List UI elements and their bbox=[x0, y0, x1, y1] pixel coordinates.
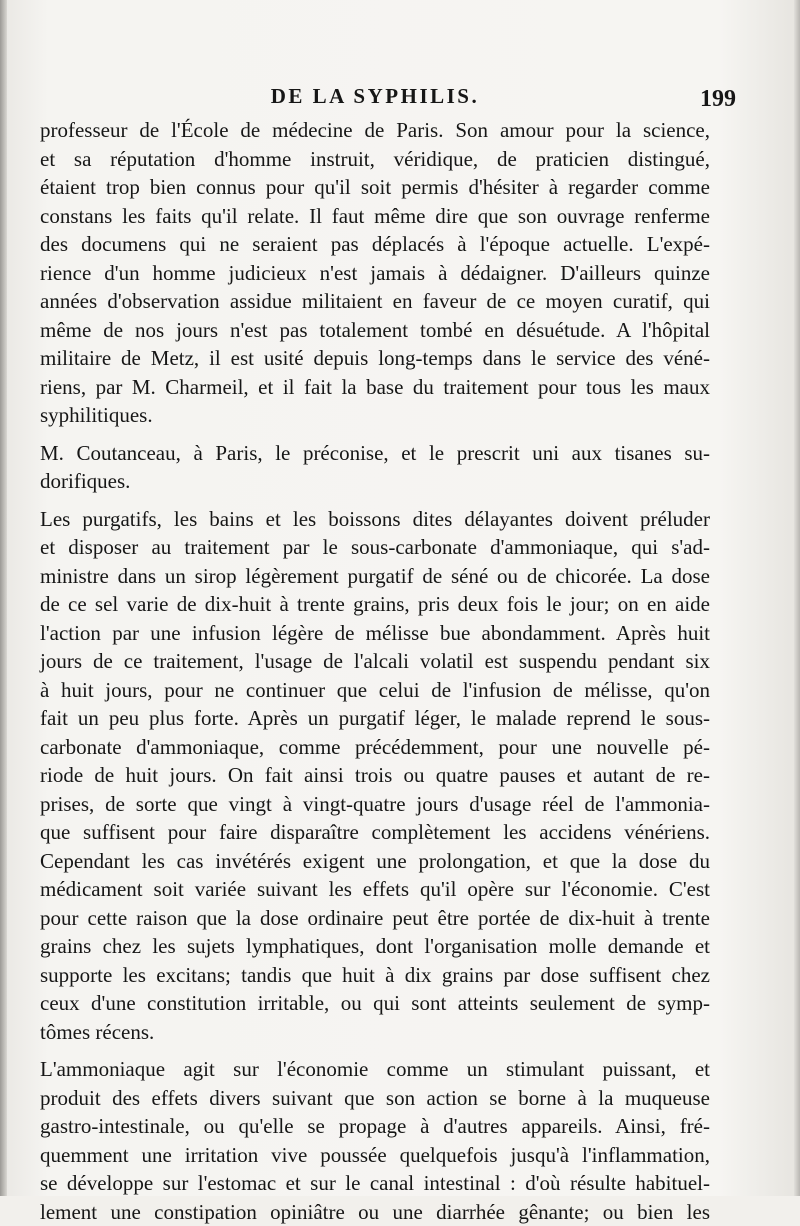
paragraph bbox=[40, 1055, 710, 1226]
text-line: pour cette raison que la dose ordinaire peut être portée de dix-huit à trente bbox=[40, 904, 710, 933]
text-line: Cependant les cas invétérés exigent une prolongation, et que la dose du bbox=[40, 847, 710, 876]
text-line: tômes récens. bbox=[40, 1018, 710, 1047]
text-line: l'action par une infusion légère de mélisse bue abondamment. Après huit bbox=[40, 619, 710, 648]
text-line: lement une constipation opiniâtre ou une diarrhée gênante; ou bien les bbox=[40, 1198, 710, 1226]
text-line: à huit jours, pour ne continuer que celui de l'infusion de mélisse, qu'on bbox=[40, 676, 710, 705]
text-line: riode de huit jours. On fait ainsi trois ou quatre pauses et autant de re- bbox=[40, 761, 710, 790]
text-line: quemment une irritation vive poussée quelquefois jusqu'à l'inflammation, bbox=[40, 1141, 710, 1170]
paragraph bbox=[40, 505, 710, 1047]
text-line: même de nos jours n'est pas totalement tombé en désuétude. A l'hôpital bbox=[40, 316, 710, 345]
text-line: M. Coutanceau, à Paris, le préconise, et le prescrit uni aux tisanes su- bbox=[40, 439, 710, 468]
text-line: que suffisent pour faire disparaître complètement les accidens vénériens. bbox=[40, 818, 710, 847]
text-line: syphilitiques. bbox=[40, 401, 710, 430]
text-line: produit des effets divers suivant que son action se borne à la muqueuse bbox=[40, 1084, 710, 1113]
text-line: gastro-intestinale, ou qu'elle se propage à d'autres appareils. Ainsi, fré- bbox=[40, 1112, 710, 1141]
text-line: des documens qui ne seraient pas déplacés à l'époque actuelle. L'expé- bbox=[40, 230, 710, 259]
text-line: de ce sel varie de dix-huit à trente grains, pris deux fois le jour; on en aide bbox=[40, 590, 710, 619]
text-line: militaire de Metz, il est usité depuis long-temps dans le service des véné- bbox=[40, 344, 710, 373]
text-line: et disposer au traitement par le sous-carbonate d'ammoniaque, qui s'ad- bbox=[40, 533, 710, 562]
paragraph bbox=[40, 116, 710, 430]
text-line: grains chez les sujets lymphatiques, dont l'organisation molle demande et bbox=[40, 932, 710, 961]
text-line: ceux d'une constitution irritable, ou qui sont atteints seulement de symp- bbox=[40, 989, 710, 1018]
text-line: étaient trop bien connus pour qu'il soit permis d'hésiter à regarder comme bbox=[40, 173, 710, 202]
text-line: carbonate d'ammoniaque, comme précédemment, pour une nouvelle pé- bbox=[40, 733, 710, 762]
text-line: fait un peu plus forte. Après un purgatif léger, le malade reprend le sous- bbox=[40, 704, 710, 733]
body-text bbox=[40, 116, 710, 1226]
text-line: riens, par M. Charmeil, et il fait la base du traitement pour tous les maux bbox=[40, 373, 710, 402]
page-edge-right bbox=[794, 0, 800, 1196]
text-line: supporte les excitans; tandis que huit à dix grains par dose suffisent chez bbox=[40, 961, 710, 990]
page-number: 199 bbox=[700, 86, 736, 113]
text-line: rience d'un homme judicieux n'est jamais à dédaigner. D'ailleurs quinze bbox=[40, 259, 710, 288]
text-line: L'ammoniaque agit sur l'économie comme un stimulant puissant, et bbox=[40, 1055, 710, 1084]
running-head bbox=[40, 84, 710, 114]
text-line: prises, de sorte que vingt à vingt-quatre jours d'usage réel de l'ammonia- bbox=[40, 790, 710, 819]
text-line: médicament soit variée suivant les effets qu'il opère sur l'économie. C'est bbox=[40, 875, 710, 904]
text-line: et sa réputation d'homme instruit, véridique, de praticien distingué, bbox=[40, 145, 710, 174]
text-line: jours de ce traitement, l'usage de l'alcali volatil est suspendu pendant six bbox=[40, 647, 710, 676]
text-line: années d'observation assidue militaient en faveur de ce moyen curatif, qui bbox=[40, 287, 710, 316]
page-edge-left bbox=[0, 0, 7, 1196]
running-title: DE LA SYPHILIS. bbox=[40, 84, 710, 109]
text-line: constans les faits qu'il relate. Il faut même dire que son ouvrage renferme bbox=[40, 202, 710, 231]
text-line: Les purgatifs, les bains et les boissons dites délayantes doivent préluder bbox=[40, 505, 710, 534]
text-line: professeur de l'École de médecine de Paris. Son amour pour la science, bbox=[40, 116, 710, 145]
text-line: ministre dans un sirop légèrement purgatif de séné ou de chicorée. La dose bbox=[40, 562, 710, 591]
paragraph bbox=[40, 439, 710, 496]
text-line: dorifiques. bbox=[40, 467, 710, 496]
text-line: se développe sur l'estomac et sur le canal intestinal : d'où résulte habituel- bbox=[40, 1169, 710, 1198]
